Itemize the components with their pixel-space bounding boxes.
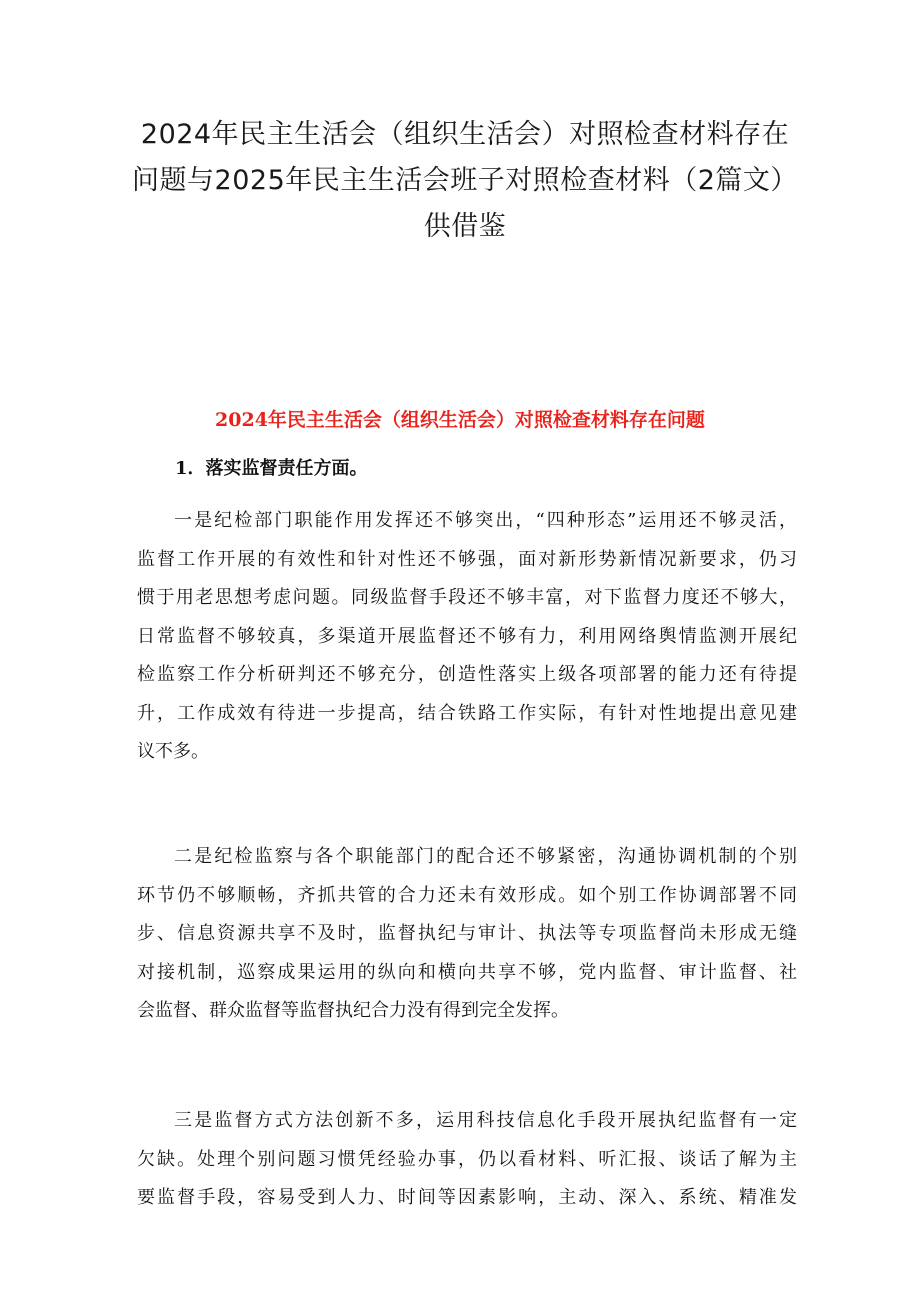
paragraph-line: 三是监督方式方法创新不多，运用科技信息化手段开展执纪监督有一定	[174, 1110, 797, 1131]
section-heading: 2024年民主生活会（组织生活会）对照检查材料存在问题	[215, 409, 705, 431]
paragraph-line: 会监督、群众监督等监督执纪合力没有得到完全发挥。	[137, 1000, 569, 1021]
paragraph-line: 步、信息资源共享不及时，监督执纪与审计、执法等专项监督尚未形成无缝	[137, 923, 797, 944]
sub-heading: 1．落实监督责任方面。	[175, 458, 368, 479]
paragraph-line: 升，工作成效有待进一步提高，结合铁路工作实际，有针对性地提出意见建	[137, 702, 797, 724]
paragraph-line: 惯于用老思想考虑问题。同级监督手段还不够丰富，对下监督力度还不够大，	[137, 587, 797, 608]
paragraph-line: 一是纪检部门职能作用发挥还不够突出，“四种形态”运用还不够灵活，	[174, 510, 797, 531]
paragraph-1	[137, 502, 797, 772]
paragraph-line: 检监察工作分析研判还不够充分，创造性落实上级各项部署的能力还有待提	[137, 664, 797, 685]
paragraph-line: 欠缺。处理个别问题习惯凭经验办事，仍以看材料、听汇报、谈话了解为主	[137, 1148, 797, 1170]
paragraph-line: 议不多。	[137, 741, 209, 762]
title-line-1: 2024年民主生活会（组织生活会）对照检查材料存在	[140, 119, 790, 150]
title-line-3: 供借鉴	[423, 211, 507, 242]
paragraph-line: 要监督手段，容易受到人力、时间等因素影响，主动、深入、系统、精准发	[137, 1187, 797, 1208]
paragraph-3	[137, 1102, 797, 1218]
paragraph-line: 日常监督不够较真，多渠道开展监督还不够有力，利用网络舆情监测开展纪	[137, 625, 797, 647]
paragraph-line: 对接机制，巡察成果运用的纵向和横向共享不够，党内监督、审计监督、社	[137, 961, 797, 983]
paragraph-2	[137, 838, 797, 1031]
document-title	[120, 112, 810, 250]
paragraph-line: 二是纪检监察与各个职能部门的配合还不够紧密，沟通协调机制的个别	[174, 846, 797, 867]
paragraph-line: 监督工作开展的有效性和针对性还不够强，面对新形势新情况新要求，仍习	[137, 548, 797, 570]
paragraph-line: 环节仍不够顺畅，齐抓共管的合力还未有效形成。如个别工作协调部署不同	[137, 884, 797, 906]
title-line-2: 问题与2025年民主生活会班子对照检查材料（2篇文）	[132, 165, 798, 196]
